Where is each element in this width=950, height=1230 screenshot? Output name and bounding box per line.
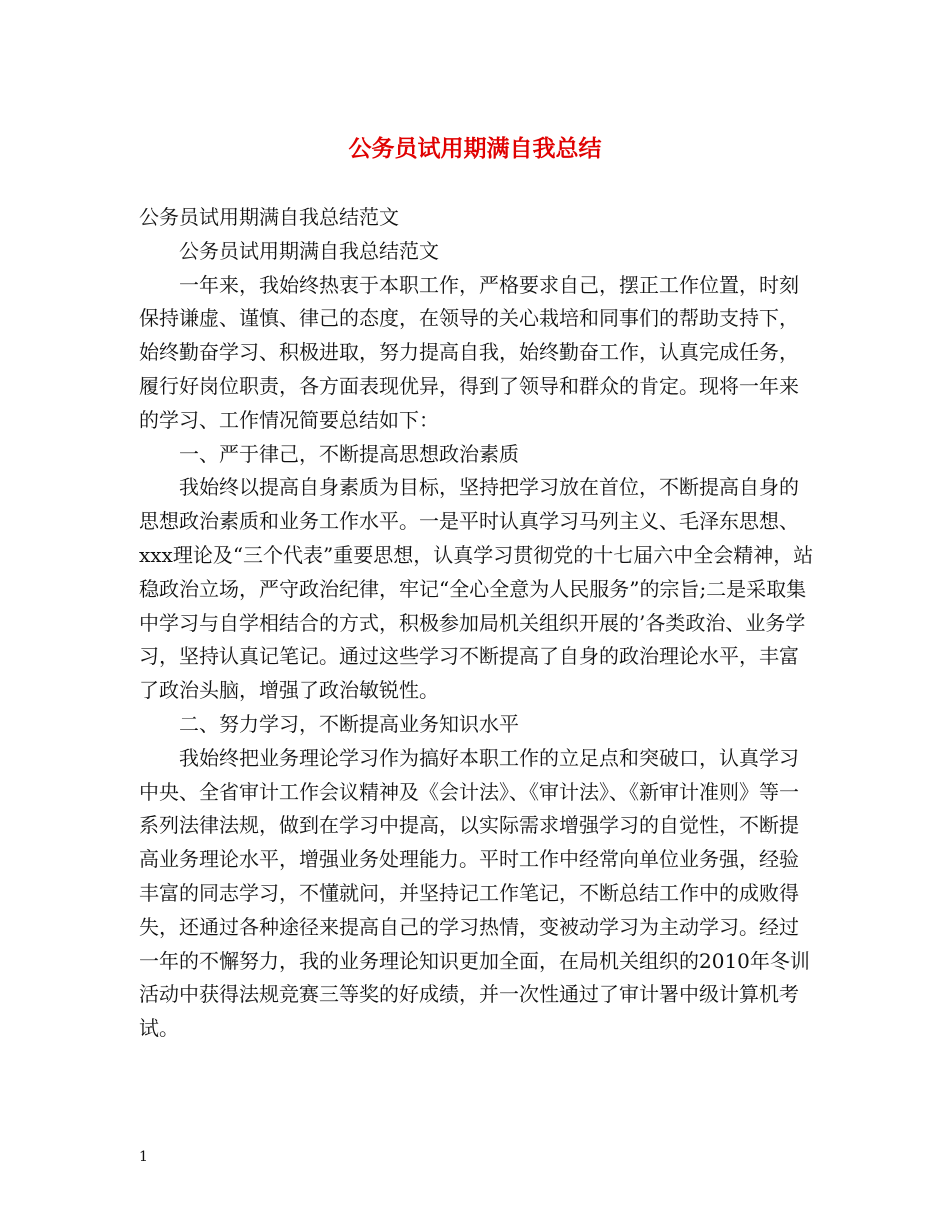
paragraph-section-2: 我始终把业务理论学习作为搞好本职工作的立足点和突破口，认真学习中央、全省审计工作会议精神及《会计法》、《审计法》、《新审计准则》等一系列法律法规，做到在学习中提高，以实际需求增强学习的自觉性，不断提高业务理论水平，增强业务处理能力。平时工作中经常向单位业务强，经验丰富的同志学习，不懂就问，并坚持记工作笔记，不断总结工作中的成败得失，还通过各种途径来提高自己的学习热情，变被动学习为主动学习。经过一年的不懈努力，我的业务理论知识更加全面，在局机关组织的2010年冬训活动中获得法规竞赛三等奖的好成绩，并一次性通过了审计署中级计算机考试。 [139,745,810,1041]
section-heading-1: 一、严于律己，不断提高思想政治素质 [179,441,519,466]
document-subtitle-line: 公务员试用期满自我总结范文 [139,205,399,229]
section-heading-2: 二、努力学习，不断提高业务知识水平 [179,711,519,736]
document-title: 公务员试用期满自我总结 [348,136,602,162]
paragraph-intro: 一年来，我始终热衷于本职工作，严格要求自己，摆正工作位置，时刻保持谦虚、谨慎、律己的态度，在领导的关心栽培和同事们的帮助支持下，始终勤奋学习、积极进取，努力提高自我，始终勤奋工作，认真完成任务，履行好岗位职责，各方面表现优异，得到了领导和群众的肯定。现将一年来的学习、工作情况简要总结如下： [139,272,799,432]
document-body [139,201,817,1046]
paragraph-section-1: 我始终以提高自身素质为目标，坚持把学习放在首位，不断提高自身的思想政治素质和业务工作水平。一是平时认真学习马列主义、毛泽东思想、xxx理论及“三个代表”重要思想，认真学习贯彻党的十七届六中全会精神，站稳政治立场，严守政治纪律，牢记“全心全意为人民服务”的宗旨;二是采取集中学习与自学相结合的方式，积极参加局机关组织开展的’各类政治、业务学习，坚持认真记笔记。通过这些学习不断提高了自身的政治理论水平，丰富了政治头脑，增强了政治敏锐性。 [139,475,814,703]
paragraph-heading-repeat: 公务员试用期满自我总结范文 [179,238,439,263]
page-number: 1 [139,1149,148,1165]
